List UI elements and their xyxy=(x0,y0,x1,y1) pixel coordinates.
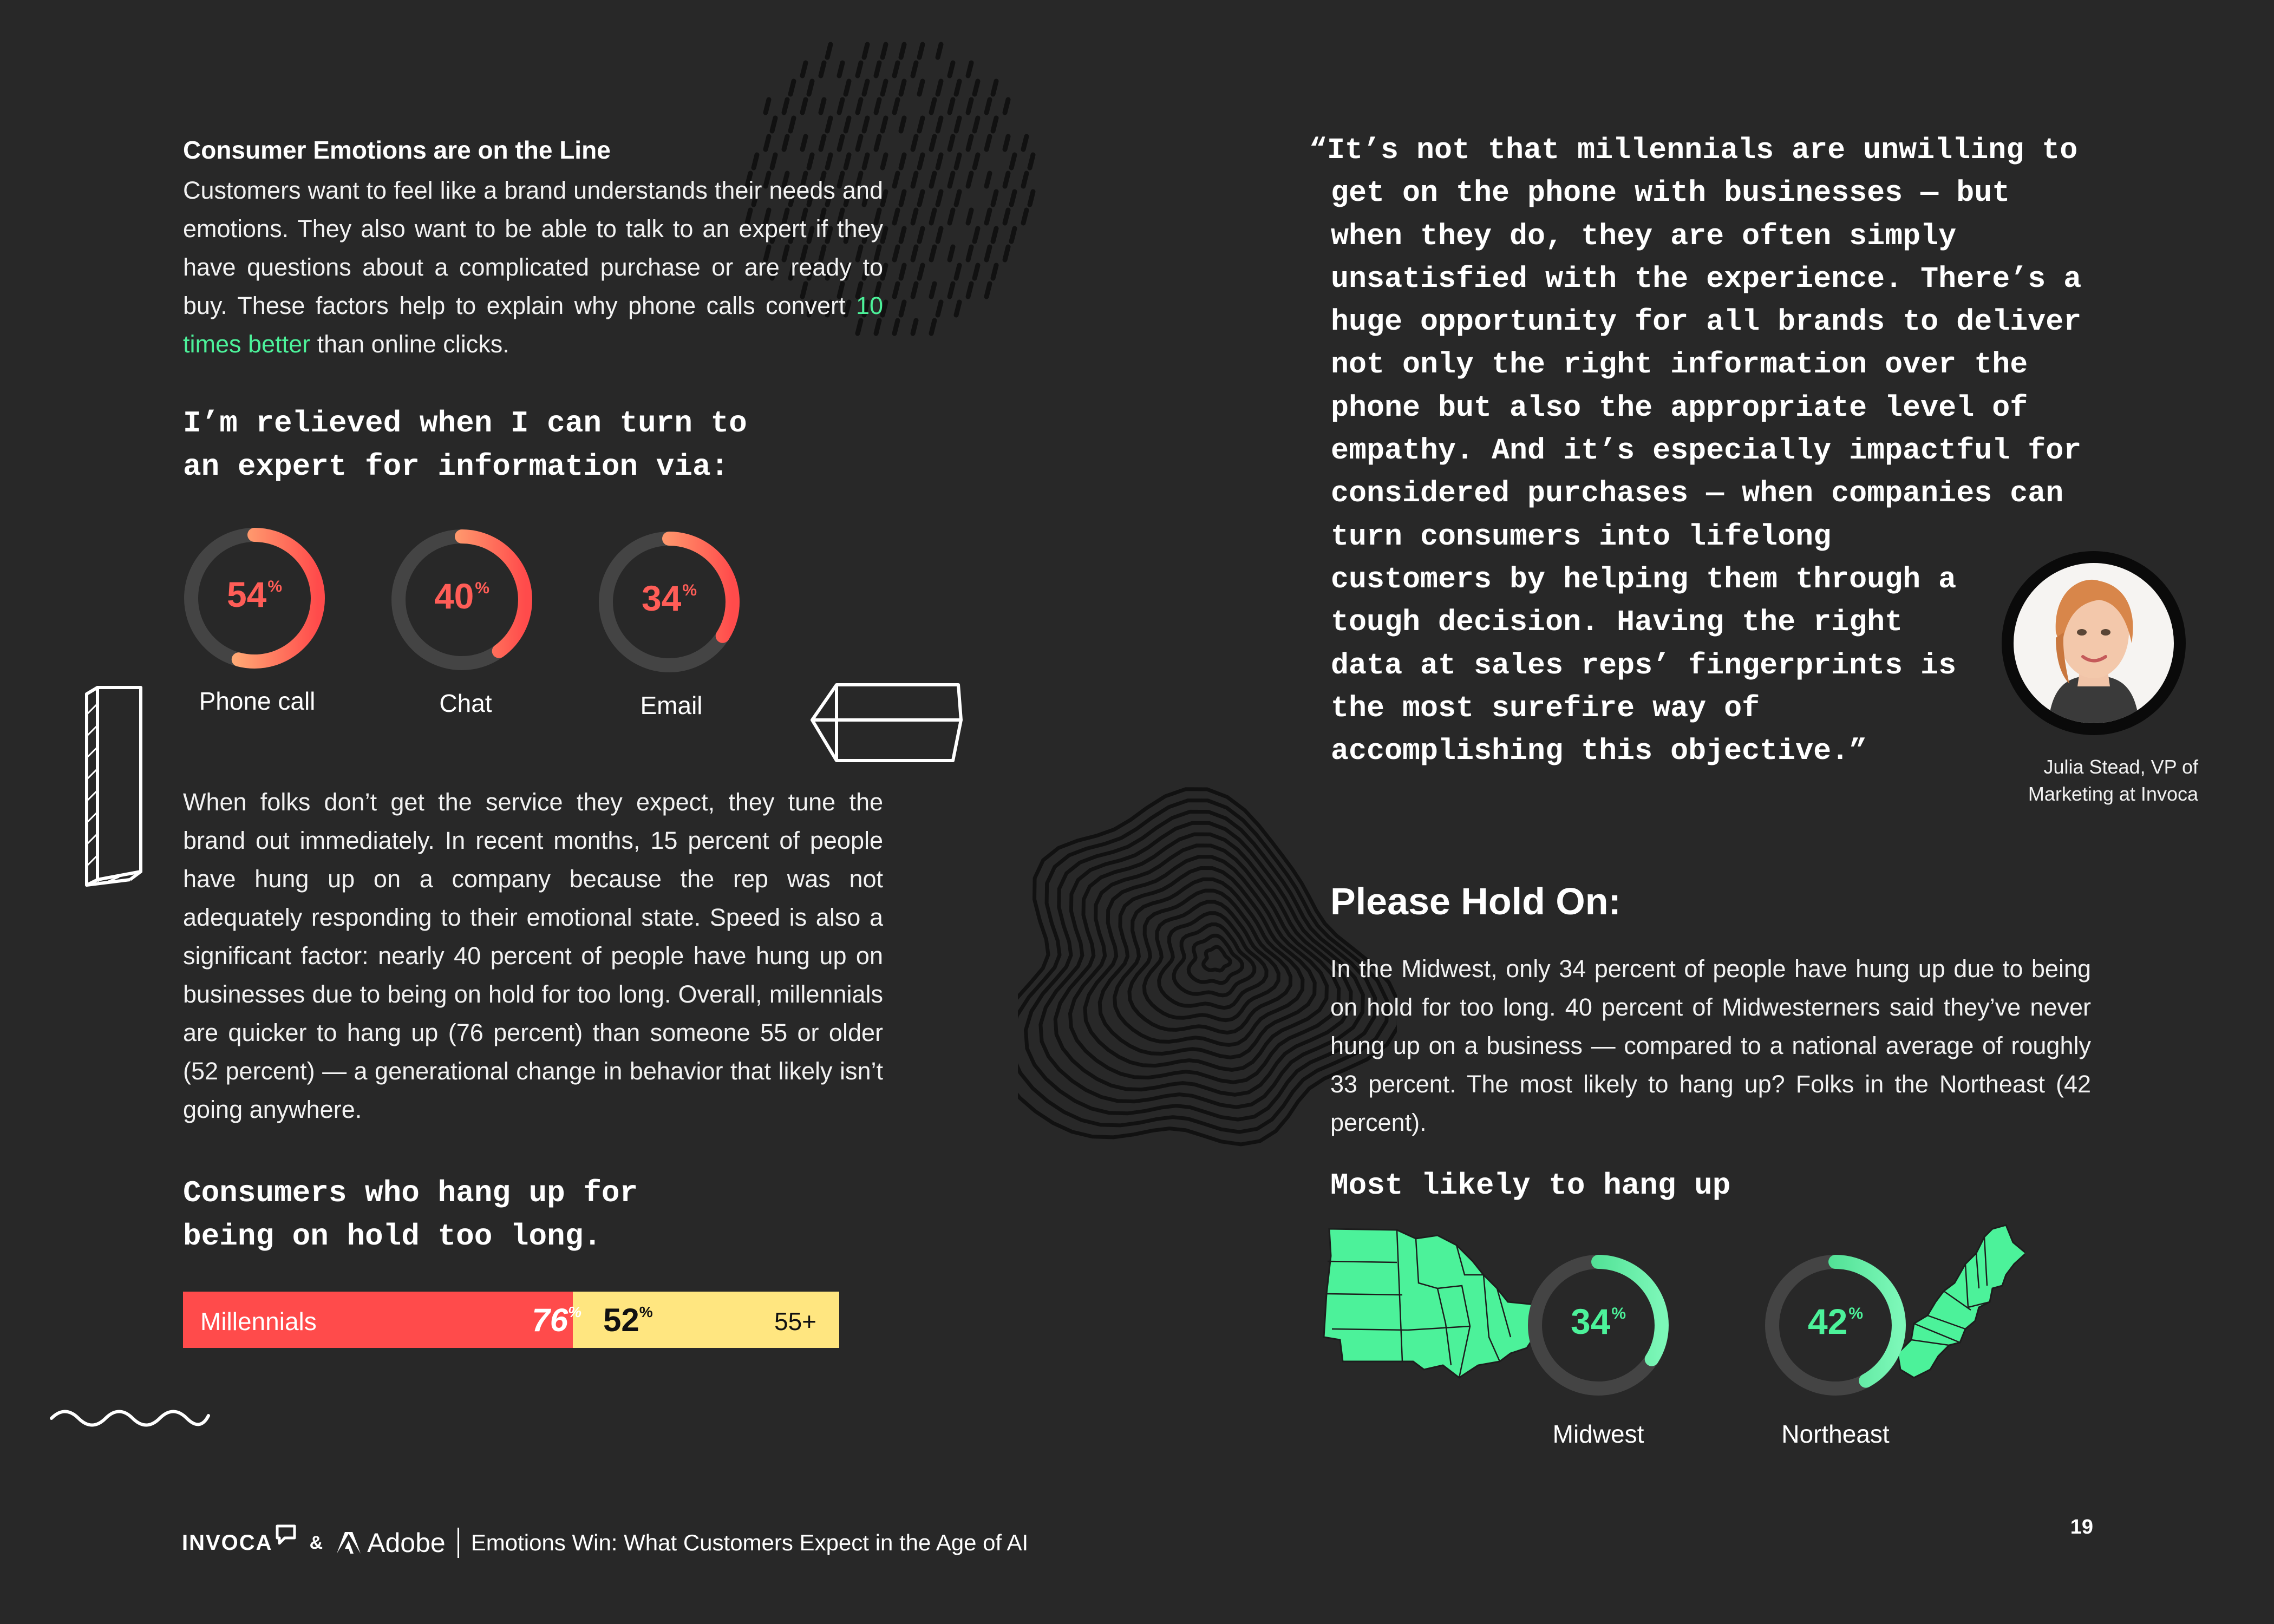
quote-line: turn consumers into lifelong xyxy=(1331,519,1832,554)
hold-heading xyxy=(183,1171,638,1258)
most-likely-heading: Most likely to hang up xyxy=(1330,1168,1731,1203)
intro-text-end: than online clicks. xyxy=(310,330,509,358)
donut-value: 34% xyxy=(641,578,697,618)
quote-line: considered purchases — when companies can xyxy=(1331,476,2064,511)
bar-label-55-plus: 55+ xyxy=(774,1307,817,1335)
quote-block xyxy=(1309,129,2081,772)
avatar xyxy=(2002,551,2186,735)
donut-label: Chat xyxy=(439,689,492,717)
footer-divider xyxy=(458,1528,459,1558)
relief-heading-line: an expert for information via: xyxy=(183,449,729,484)
quote-line: huge opportunity for all brands to deliver xyxy=(1331,305,2082,339)
partner-name: Adobe xyxy=(367,1528,446,1558)
please-hold-heading: Please Hold On: xyxy=(1330,880,1621,922)
donut-email xyxy=(593,526,745,678)
donut-chat xyxy=(386,524,538,676)
attribution-line: Marketing at Invoca xyxy=(2028,783,2198,805)
quote-line: tough decision. Having the right xyxy=(1331,605,1903,640)
quote-line: phone but also the appropriate level of xyxy=(1331,390,2028,425)
donut-value: 40% xyxy=(434,576,490,616)
portrait-image xyxy=(2002,551,2186,735)
speech-bubble-icon xyxy=(274,1523,298,1547)
3d-box-shape xyxy=(807,679,969,766)
donut-midwest xyxy=(1522,1249,1674,1401)
intro-highlight: 10 times better xyxy=(183,292,883,358)
3d-bar-shape xyxy=(81,682,152,888)
donut-label: Email xyxy=(640,691,703,719)
relief-heading-line: I’m relieved when I can turn to xyxy=(183,406,747,441)
donut-northeast xyxy=(1760,1249,1911,1401)
region-label: Midwest xyxy=(1552,1420,1644,1448)
attribution xyxy=(1927,754,2198,808)
hold-on-paragraph: In the Midwest, only 34 percent of people have hung up due to being on hold for too long. 40 percent of Midwesterners said they’ve never hung up on a business — compared to a national average of roughly 33 percent. The most likely to hang up? Folks in the Northeast (42 percent). xyxy=(1330,955,2091,1136)
invoca-logo: INVOCA xyxy=(182,1530,273,1555)
quote-line: “It’s not that millennials are unwilling to xyxy=(1309,133,2078,167)
attribution-line: Julia Stead, VP of xyxy=(2043,756,2198,778)
quote-line: customers by helping them through a xyxy=(1331,562,1957,597)
donut-value: 34% xyxy=(1570,1301,1626,1341)
bar-label-millennials: Millennials xyxy=(200,1307,317,1335)
donut-phone-call xyxy=(179,522,330,674)
region-label: Northeast xyxy=(1781,1420,1890,1448)
intro-text: Customers want to feel like a brand understands their needs and emotions. They also want to be able to talk to an expert if they have questions about a complicated purchase or are ready to buy. These factors help to explain why phone calls convert xyxy=(183,176,883,319)
bar-value-55-plus: 52% xyxy=(603,1302,653,1338)
service-paragraph: When folks don’t get the service they expect, they tune the brand out immediately. In recent months, 15 percent of people have hung up on a company because the rep was not adequately responding to their emotional state. Speed is also a significant factor: nearly 40 percent of people have hung up on businesses due to being on hold for too long. Overall, millennials are quicker to hang up (76 percent) than someone 55 or older (52 percent) — a generational change in behavior that likely isn’t going anywhere. xyxy=(183,788,883,1123)
quote-line: get on the phone with businesses — but xyxy=(1331,176,2010,211)
hangup-bar xyxy=(183,1292,839,1348)
quote-line: not only the right information over the xyxy=(1331,348,2028,382)
adobe-logo-icon xyxy=(336,1531,362,1555)
page-number: 19 xyxy=(2070,1516,2093,1538)
intro-paragraph xyxy=(183,171,883,363)
quote-line: the most surefire way of xyxy=(1331,691,1760,725)
quote-line: unsatisfied with the experience. There’s a xyxy=(1331,261,2082,296)
quote-line: data at sales reps’ fingerprints is xyxy=(1331,648,1957,683)
relief-heading xyxy=(183,402,747,488)
document-title: Emotions Win: What Customers Expect in the Age of AI xyxy=(471,1530,1029,1555)
donut-label: Phone call xyxy=(199,687,316,715)
quote-line: when they do, they are often simply xyxy=(1331,219,1957,253)
wavy-line xyxy=(49,1402,211,1429)
hold-heading-line: being on hold too long. xyxy=(183,1219,602,1254)
midwest-map-icon xyxy=(1321,1223,1543,1386)
quote-line: accomplishing this objective.” xyxy=(1331,734,1867,769)
donut-value: 42% xyxy=(1807,1301,1864,1341)
intro-heading: Consumer Emotions are on the Line xyxy=(183,136,611,164)
hold-heading-line: Consumers who hang up for xyxy=(183,1176,638,1210)
donut-value: 54% xyxy=(226,574,283,614)
quote-line: empathy. And it’s especially impactful for xyxy=(1331,434,2082,468)
footer-amp: & xyxy=(309,1532,323,1553)
bar-value-millennials: 76% xyxy=(532,1302,581,1338)
footer xyxy=(182,1521,1028,1564)
